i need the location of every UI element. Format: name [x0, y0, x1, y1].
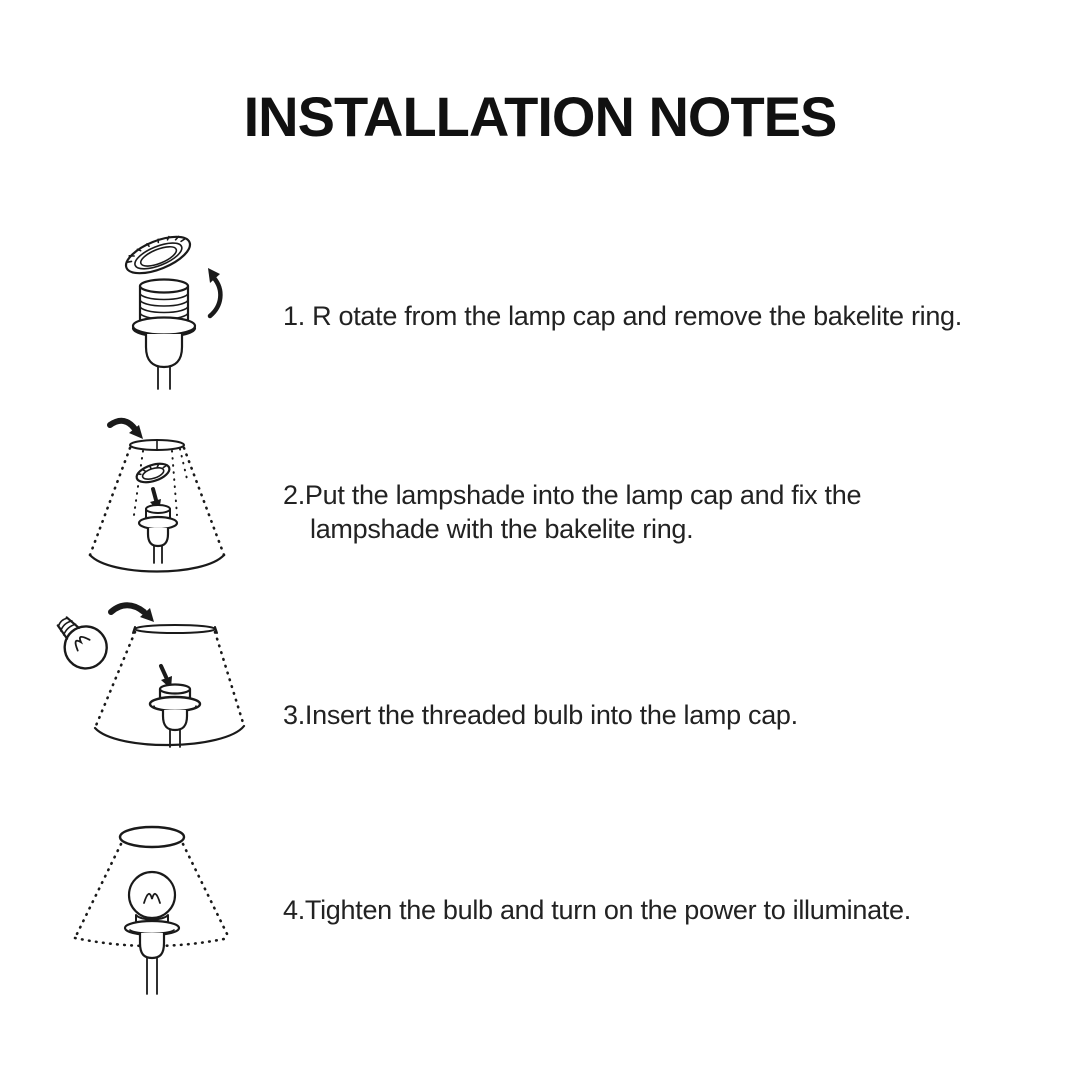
assembled-lamp-icon	[62, 818, 242, 998]
step-4-illustration	[62, 818, 242, 1003]
step-3-illustration	[53, 598, 248, 781]
step-2-line-2: lampshade with the bakelite ring.	[310, 514, 694, 544]
page-title: INSTALLATION NOTES	[243, 85, 837, 148]
bakelite-ring-icon	[134, 460, 171, 486]
step-1-line-1: 1. R otate from the lamp cap and remove the bakelite ring.	[283, 301, 962, 331]
lampshade-install-icon	[82, 415, 232, 580]
lamp-cap-icon	[125, 921, 179, 994]
step-2-illustration	[82, 415, 232, 585]
bulb-icon	[129, 872, 175, 926]
lamp-cap-icon	[139, 505, 177, 563]
bakelite-ring-icon	[121, 229, 195, 281]
step-4-line-1: 4.Tighten the bulb and turn on the power to illuminate.	[283, 895, 911, 925]
step-1-text	[283, 299, 962, 333]
bulb-icon	[53, 607, 115, 677]
rotate-arrow-icon	[208, 268, 220, 316]
lamp-cap-icon	[133, 280, 195, 390]
step-3-line-1: 3.Insert the threaded bulb into the lamp cap.	[283, 700, 798, 730]
step-2-line-1: 2.Put the lampshade into the lamp cap and fix the	[283, 480, 862, 510]
step-1-illustration	[112, 228, 237, 397]
step-4-text	[283, 893, 911, 927]
step-3-text	[283, 698, 798, 732]
insert-arrow-icon	[111, 605, 154, 622]
insert-arrow-icon	[110, 421, 143, 439]
bulb-insert-icon	[53, 598, 248, 776]
lamp-cap-icon	[150, 685, 200, 748]
lamp-cap-rotate-icon	[112, 228, 237, 392]
step-2-text	[283, 478, 861, 546]
